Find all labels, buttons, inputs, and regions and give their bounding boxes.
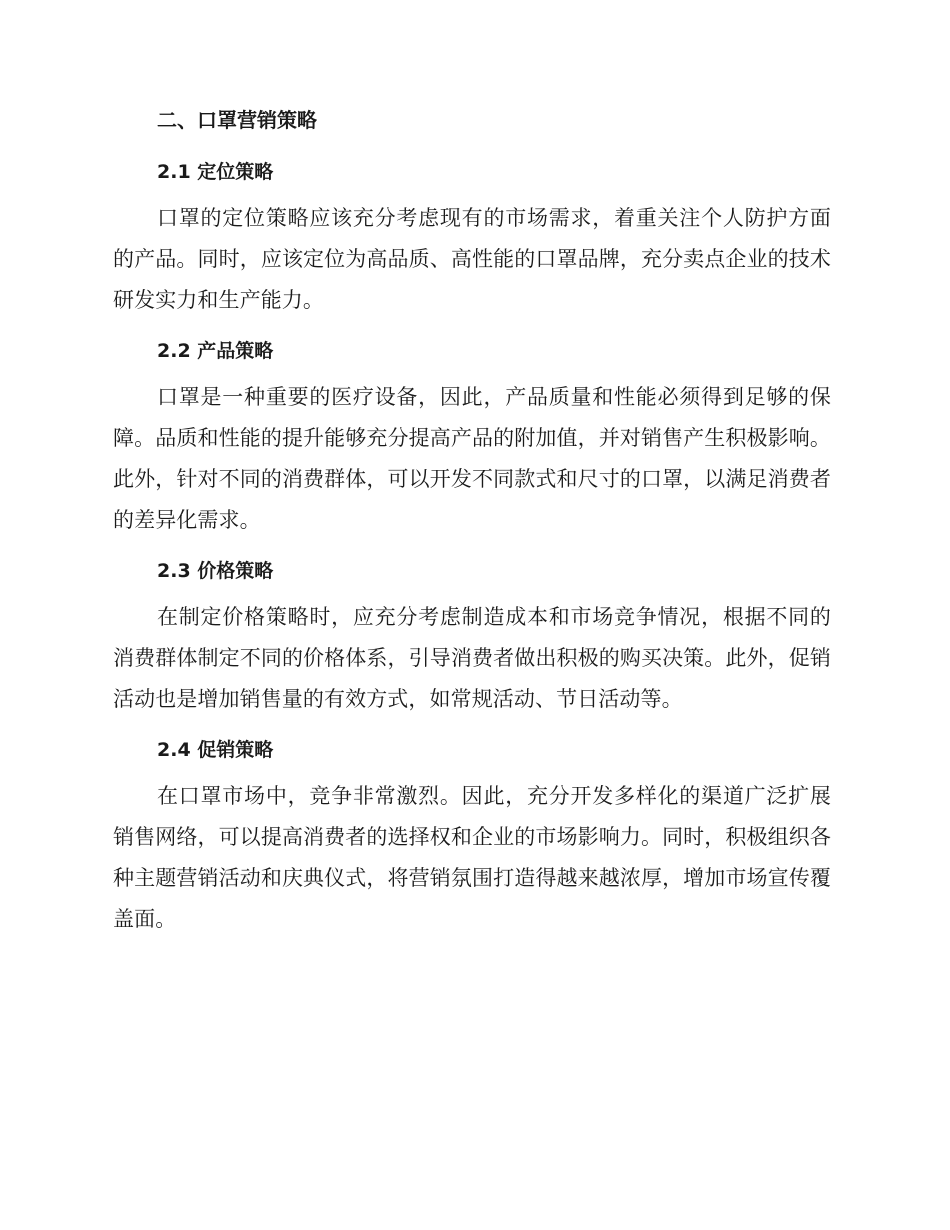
subsection-title-positioning: 2.1 定位策略 [157,161,274,183]
paragraph-promotion: 在口罩市场中，竞争非常激烈。因此，充分开发多样化的渠道广泛扩展销售网络，可以提高消费者的选择权和企业的市场影响力。同时，积极组织各种主题营销活动和庆典仪式，将营销氛围打造得越来越浓厚，增加市场宣传覆盖面。 [113,784,831,931]
paragraph-price: 在制定价格策略时，应充分考虑制造成本和市场竞争情况，根据不同的消费群体制定不同的价格体系，引导消费者做出积极的购买决策。此外，促销活动也是增加销售量的有效方式，如常规活动、节日活动等。 [113,605,831,711]
subsection-title-promotion: 2.4 促销策略 [157,739,274,761]
document-page [113,100,831,952]
paragraph-positioning: 口罩的定位策略应该充分考虑现有的市场需求，着重关注个人防护方面的产品。同时，应该定位为高品质、高性能的口罩品牌，充分卖点企业的技术研发实力和生产能力。 [113,206,831,312]
section-heading: 二、口罩营销策略 [157,108,317,132]
subsection-title-price: 2.3 价格策略 [157,560,274,582]
subsection-title-product: 2.2 产品策略 [157,340,274,362]
paragraph-product: 口罩是一种重要的医疗设备，因此，产品质量和性能必须得到足够的保障。品质和性能的提升能够充分提高产品的附加值，并对销售产生积极影响。此外，针对不同的消费群体，可以开发不同款式和尺寸的口罩，以满足消费者的差异化需求。 [113,385,831,532]
